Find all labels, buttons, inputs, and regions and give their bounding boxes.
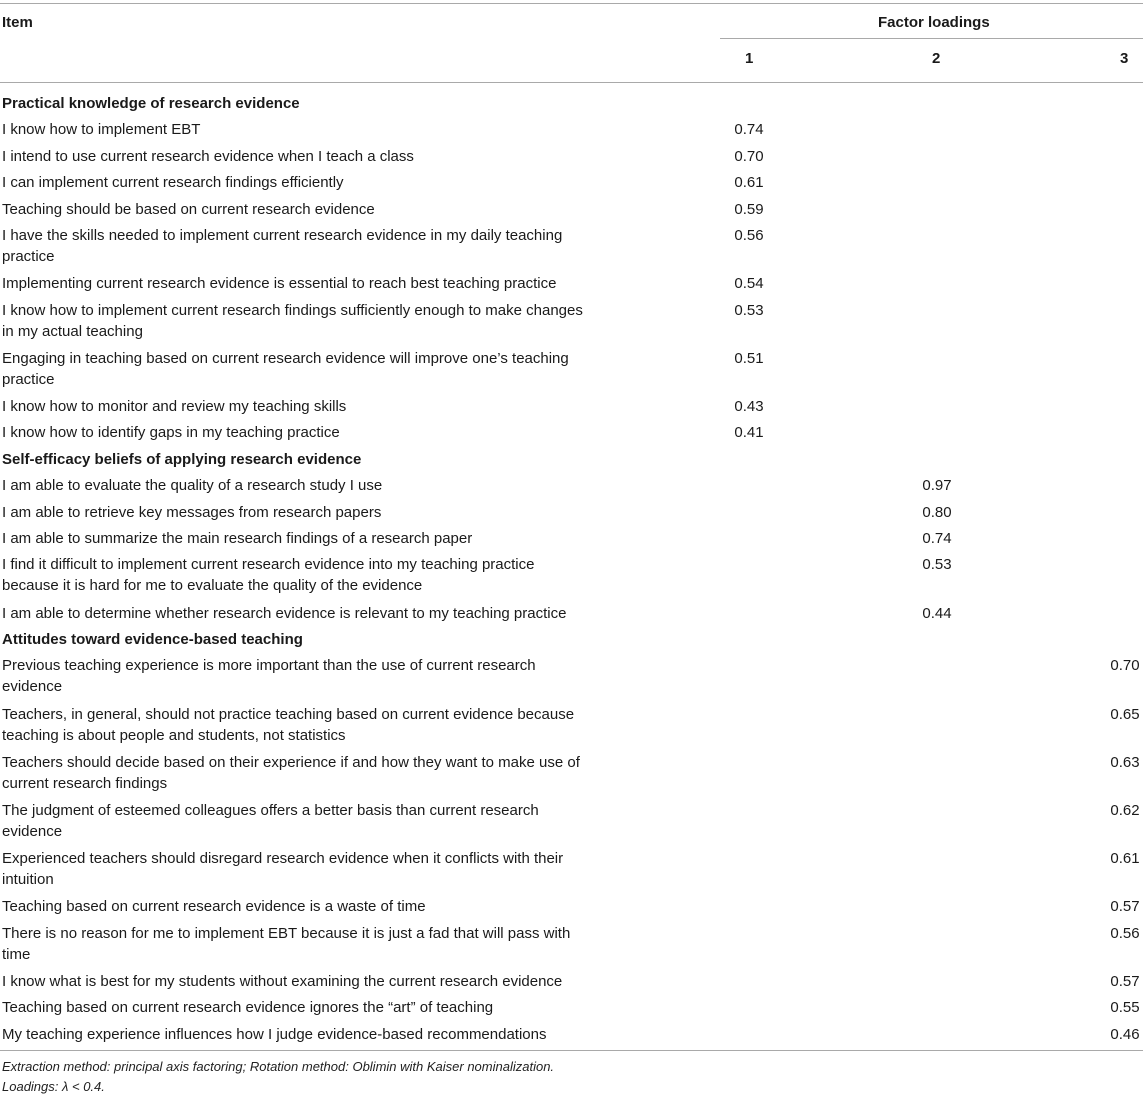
- item-text: I am able to summarize the main research findings of a research paper: [2, 530, 473, 547]
- loading-value: 0.74: [734, 121, 764, 139]
- item-text: I know what is best for my students without examining the current research evidence: [2, 973, 563, 990]
- loading-value: 0.46: [1110, 1025, 1140, 1043]
- item-text: I know how to identify gaps in my teaching practice: [2, 424, 340, 442]
- factor-header-rule: [720, 38, 1143, 39]
- loading-value: 0.44: [922, 604, 952, 622]
- item-text: Teaching based on current research evidence is a waste of time: [2, 898, 426, 916]
- loading-value: 0.56: [1110, 924, 1140, 942]
- item-text: I intend to use current research evidence when I teach a class: [2, 147, 414, 165]
- section-title: Attitudes toward evidence-based teaching: [2, 631, 303, 648]
- loading-value: 0.65: [1110, 705, 1140, 723]
- item-text: I find it difficult to implement current research evidence into my teaching practice because it is hard for me to evaluate the quality of the evidence: [2, 556, 535, 595]
- loading-value: 0.51: [734, 349, 764, 367]
- header-bottom-rule: [0, 82, 1143, 83]
- header-factor-2: 2: [932, 50, 941, 67]
- section-title: Self-efficacy beliefs of applying research evidence: [2, 450, 362, 468]
- loading-value: 0.97: [922, 477, 952, 495]
- loading-value: 0.56: [734, 227, 764, 244]
- item-text: There is no reason for me to implement EBT because it is just a fad that will pass with time: [2, 924, 571, 963]
- item-text: I am able to retrieve key messages from research papers: [2, 503, 382, 521]
- loading-value: 0.61: [1110, 850, 1140, 868]
- section-title: Practical knowledge of research evidence: [2, 95, 300, 112]
- header-factor-loadings: Factor loadings: [878, 14, 990, 31]
- item-text: The judgment of esteemed colleagues offers a better basis than current research evidence: [2, 802, 539, 840]
- item-text: I know how to implement current research findings sufficiently enough to make changes in my actual teaching: [2, 301, 583, 340]
- loading-value: 0.61: [734, 174, 764, 192]
- loading-value: 0.57: [1110, 898, 1140, 916]
- item-text: Teaching based on current research evidence ignores the “art” of teaching: [2, 999, 494, 1017]
- loading-value: 0.63: [1110, 753, 1140, 771]
- bottom-rule: [0, 1050, 1143, 1051]
- item-text: Experienced teachers should disregard research evidence when it conflicts with their intuition: [2, 850, 564, 889]
- loading-value: 0.53: [734, 301, 764, 319]
- item-text: Teachers should decide based on their experience if and how they want to make use of current research findings: [2, 753, 580, 792]
- item-text: I am able to evaluate the quality of a research study I use: [2, 477, 383, 495]
- header-item: Item: [2, 14, 33, 31]
- loading-value: 0.55: [1110, 999, 1140, 1017]
- item-text: Teachers, in general, should not practice teaching based on current evidence because teaching is about people and students, not statistics: [2, 705, 575, 744]
- header-factor-1: 1: [745, 50, 754, 67]
- item-text: Implementing current research evidence is essential to reach best teaching practice: [2, 275, 557, 293]
- item-text: I know how to implement EBT: [2, 121, 201, 139]
- top-rule: [0, 3, 1143, 4]
- item-text: Previous teaching experience is more important than the use of current research evidence: [2, 657, 536, 696]
- item-text: I know how to monitor and review my teaching skills: [2, 398, 347, 415]
- loading-value: 0.53: [922, 556, 952, 574]
- item-text: I can implement current research findings efficiently: [2, 174, 344, 192]
- loading-value: 0.70: [1110, 657, 1140, 675]
- loading-value: 0.43: [734, 398, 764, 415]
- loading-value: 0.59: [734, 200, 764, 218]
- loading-value: 0.74: [922, 530, 952, 547]
- item-text: My teaching experience influences how I judge evidence-based recommendations: [2, 1025, 547, 1043]
- item-text: Teaching should be based on current research evidence: [2, 200, 375, 218]
- loading-value: 0.70: [734, 147, 764, 165]
- loading-value: 0.62: [1110, 802, 1140, 819]
- loading-value: 0.41: [734, 424, 764, 442]
- footnote-method: Extraction method: principal axis factoring; Rotation method: Oblimin with Kaiser nominalization.: [2, 1059, 555, 1074]
- loading-value: 0.80: [922, 503, 952, 521]
- loading-value: 0.54: [734, 275, 764, 293]
- footnote-loadings: Loadings: λ < 0.4.: [2, 1079, 105, 1094]
- header-factor-3: 3: [1120, 50, 1129, 67]
- item-text: Engaging in teaching based on current research evidence will improve one’s teaching practice: [2, 349, 569, 388]
- item-text: I am able to determine whether research evidence is relevant to my teaching practice: [2, 604, 567, 622]
- loading-value: 0.57: [1110, 973, 1140, 990]
- item-text: I have the skills needed to implement current research evidence in my daily teaching practice: [2, 227, 563, 265]
